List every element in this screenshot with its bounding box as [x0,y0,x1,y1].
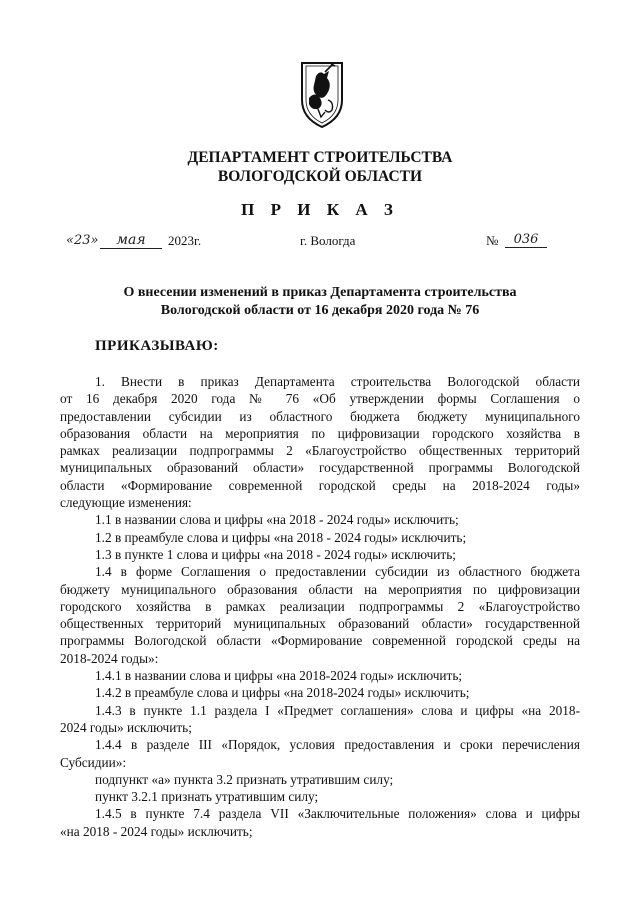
body-line: следующие изменения: [60,495,192,511]
order-word: ПРИКАЗЫВАЮ: [95,338,219,354]
body-line: общественных территорий муниципальных образований области» государственной [60,616,580,632]
clause-1-2: 1.2 в преамбуле слова и цифры «на 2018 - 2024 годы» исключить; [95,529,467,545]
body-line: рамках реализации подпрограммы 2 «Благоустройство общественных территорий [60,443,580,459]
clause-1-4-5: 1.4.5 в пункте 7.4 раздела VII «Заключительные положения» слова и цифры [95,806,580,822]
body-line: программы Вологодской области «Формирование современной городской среды на [60,633,580,649]
clause-1-4-4: 1.4.4 в разделе III «Порядок, условия предоставления и сроки перечисления [95,737,580,753]
body-line: 1. Внести в приказ Департамента строительства Вологодской области [95,374,580,389]
subclause-3-2-1: пункт 3.2.1 признать утратившим силу; [95,789,319,805]
body-line: бюджету муниципального образования области на мероприятия по цифровизации [60,581,580,597]
department-name-line2: ВОЛОГОДСКОЙ ОБЛАСТИ [217,168,423,185]
number-label: № [486,233,499,248]
subclause-a: подпункт «а» пункта 3.2 признать утратившим силу; [95,771,394,787]
vologda-coat-of-arms-icon [298,60,346,130]
clause-1-1: 1.1 в названии слова и цифры «на 2018 - 2024 годы» исключить; [95,512,459,528]
clause-1-4-1: 1.4.1 в названии слова и цифры «на 2018-2024 годы» исключить; [95,668,463,684]
subject-line1: О внесении изменений в приказ Департамента строительства [123,285,517,300]
body-line: 1.4 в форме Соглашения о предоставлении субсидии из областного бюджета [95,564,580,580]
body-line: от 16 декабря 2020 года № 76 «Об утверждении формы Соглашения о [60,391,580,407]
body-line: муниципальных образований области» государственной программы Вологодской [60,460,580,476]
clause-1-4-5-end: «на 2018 - 2024 годы» исключить; [60,823,253,839]
city: г. Вологда [300,233,356,248]
clause-1-4-3: 1.4.3 в пункте 1.1 раздела I «Предмет соглашения» слова и цифры «на 2018- [95,702,580,718]
date-year: 2023г. [168,233,202,248]
body-line: предоставлении субсидии из областного бюджета бюджету муниципального [60,408,580,424]
document-body [60,373,580,840]
department-name-line1: ДЕПАРТАМЕНТ СТРОИТЕЛЬСТВА [187,149,453,166]
body-line: образования области на мероприятия по цифровизации городского хозяйства в [60,425,580,441]
clause-1-4-4-end: Субсидии»: [60,754,127,770]
body-line: 2018-2024 годы»: [60,650,159,666]
clause-1-4-3-end: 2024 годы» исключить; [60,719,192,735]
date-day: «23» [66,233,99,248]
date-month: мая [100,232,162,249]
clause-1-3: 1.3 в пункте 1 слова и цифры «на 2018 - 2024 годы» исключить; [95,546,456,562]
date-line [60,233,600,255]
clause-1-4-2: 1.4.2 в преамбуле слова и цифры «на 2018-2024 годы» исключить; [95,685,470,701]
body-line: области «Формирование современной городской среды на 2018-2024 годы» [60,477,580,493]
subject-line2: Вологодской области от 16 декабря 2020 года № 76 [160,303,480,318]
order-number: 036 [505,232,547,248]
document-type-title: П Р И К А З [241,200,399,219]
body-line: городского хозяйства в рамках реализации подпрограммы 2 «Благоустройство [60,598,580,614]
